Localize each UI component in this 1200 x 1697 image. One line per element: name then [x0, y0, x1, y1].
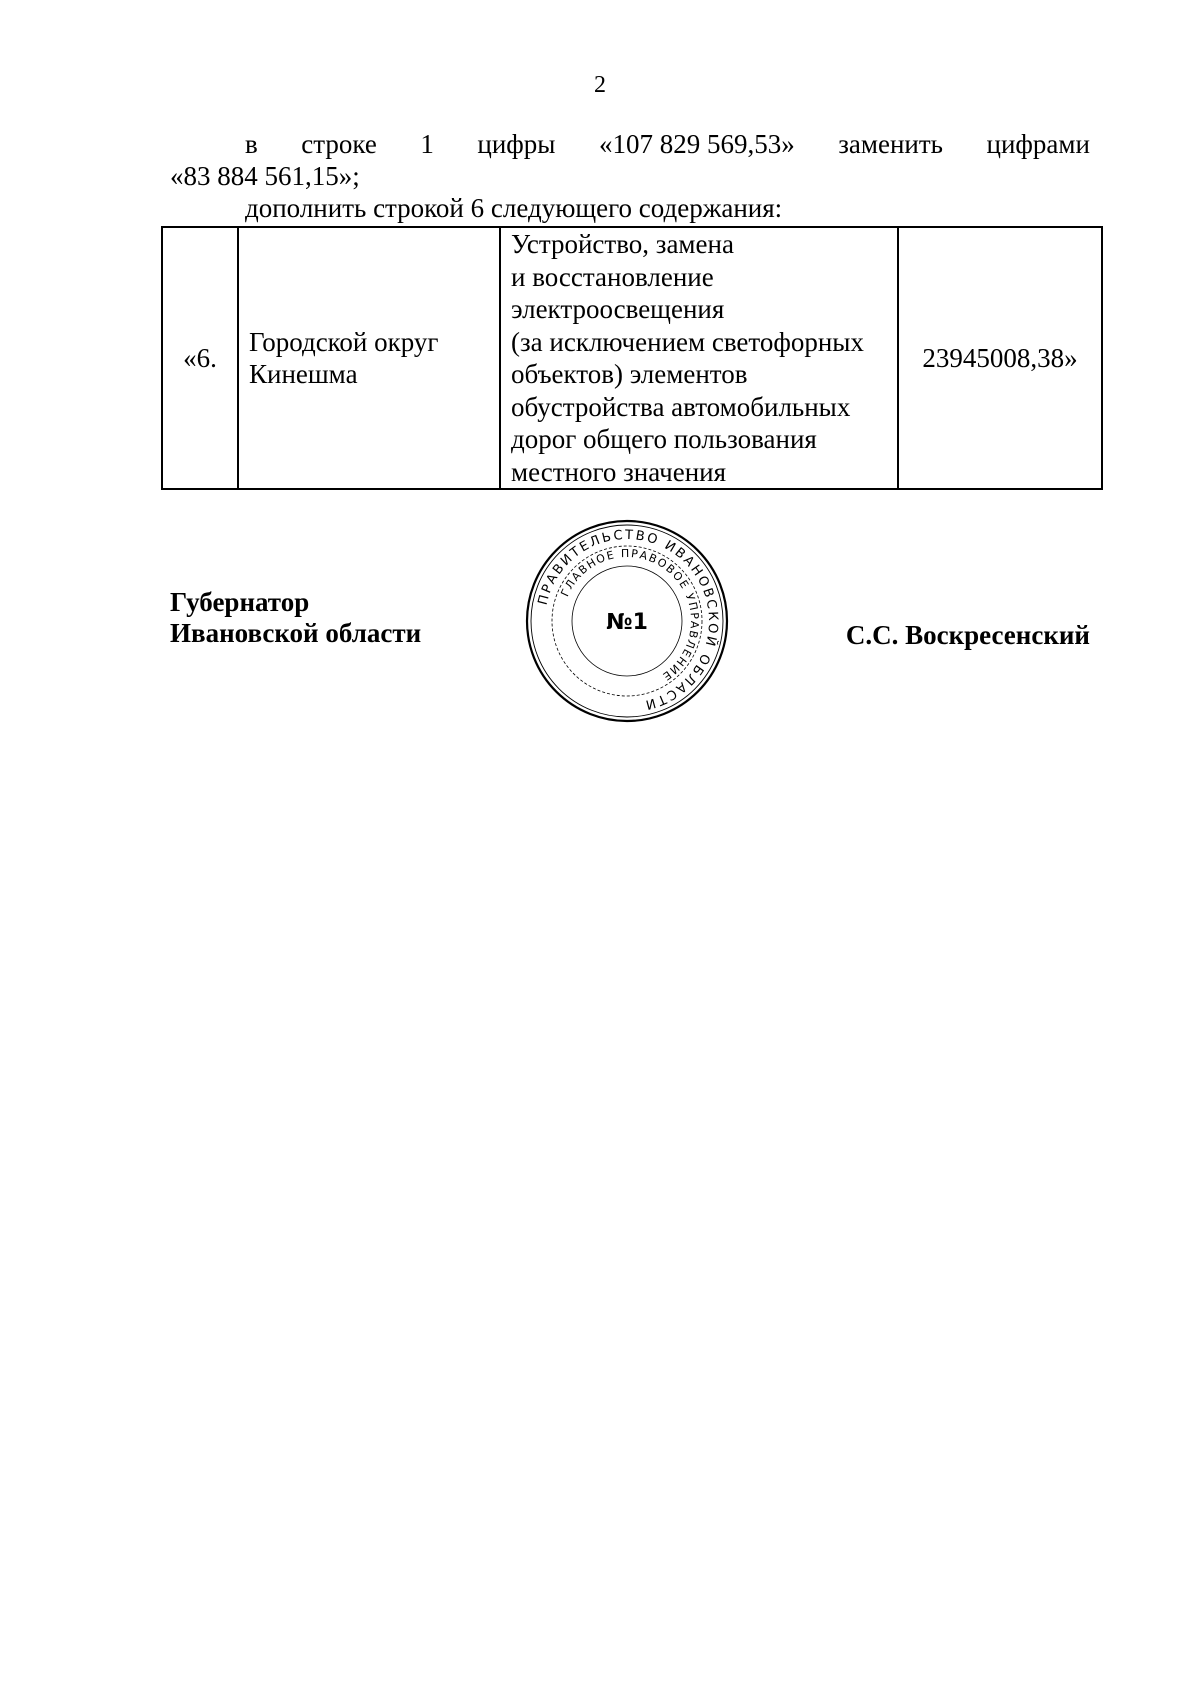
amendment-line-1 [170, 128, 1090, 160]
old-figure: «107 829 569,53» [598, 129, 795, 159]
position-line: Ивановской области [170, 618, 422, 648]
position-line: Губернатор [170, 587, 310, 617]
official-seal [522, 516, 732, 726]
word: в [245, 129, 258, 159]
page-number: 2 [594, 72, 606, 98]
seal-outer-text: ПРАВИТЕЛЬСТВО ИВАНОВСКОЙ ОБЛАСТИ [535, 527, 721, 713]
seal-graphic [522, 516, 732, 726]
seal-inner-text: ГЛАВНОЕ ПРАВОВОЕ УПРАВЛЕНИЕ [558, 546, 702, 684]
word: строке [301, 129, 377, 159]
description-line: обустройства автомобильных [511, 391, 851, 422]
supplement-paragraph: дополнить строкой 6 следующего содержания: [245, 193, 783, 223]
word: 1 [420, 129, 434, 159]
description-cell [500, 227, 898, 489]
signatory-name: С.С. Воскресенский [845, 620, 1090, 650]
description-line: объектов) элементов [511, 359, 748, 389]
table-row [162, 227, 1102, 489]
word: цифры [477, 129, 556, 159]
amendment-table [161, 226, 1103, 490]
amount-cell: 23945008,38» [898, 227, 1102, 489]
seal-number: №1 [606, 610, 648, 635]
amendment-paragraph [170, 128, 1090, 192]
signatory-position [170, 587, 421, 649]
description-line: электроосвещения [511, 294, 725, 324]
word: заменить [838, 129, 943, 159]
description-line: Устройство, замена [511, 229, 734, 259]
description-line: дорог общего пользования [511, 424, 817, 454]
municipality-line: Кинешма [249, 359, 358, 389]
description-line: (за исключением светофорных [511, 326, 864, 357]
municipality-line: Городской округ [249, 326, 439, 357]
word: цифрами [986, 129, 1090, 159]
description-line: местного значения [511, 456, 727, 487]
new-figure: «83 884 561,15»; [170, 161, 360, 191]
row-number: «6. [162, 227, 238, 489]
municipality-cell [238, 227, 500, 489]
description-line: и восстановление [511, 261, 714, 292]
